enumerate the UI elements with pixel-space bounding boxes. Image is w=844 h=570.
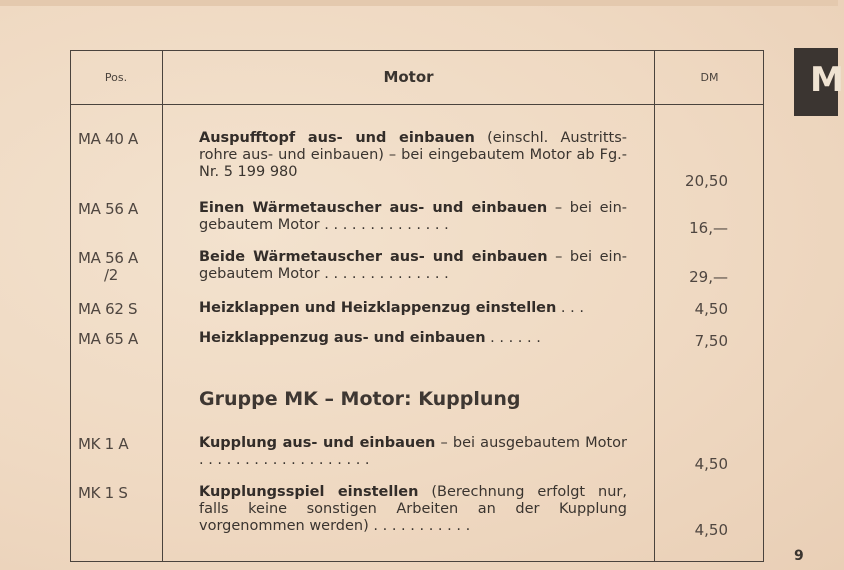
column-divider [162,50,163,562]
price-value: 7,50 [694,332,728,350]
header-divider [70,104,764,105]
position-code: MA 56 A [78,249,138,267]
price-value: 29,— [689,268,728,286]
group-heading: Gruppe MK – Motor: Kupplung [199,388,521,410]
operation-description: Kupplung aus- und einbauen – bei ausgebautem Motor . . . . . . . . . . . . . . . . . . . [199,435,627,468]
operation-description: Kupplungsspiel einstellen (Berechnung erfolgt nur, falls keine sonstigen Arbeiten an der Kupplung vorgenommen werden) . . . . . . . . . . . [199,484,627,534]
section-tab-letter: M [810,60,844,100]
header-dm: DM [700,70,719,84]
price-value: 20,50 [685,172,728,190]
section-tab [794,48,844,116]
price-value: 4,50 [694,521,728,539]
operation-description: Beide Wärmetauscher aus- und einbauen – bei ein-gebautem Motor . . . . . . . . . . . . . . [199,249,627,282]
position-code: MA 40 A [78,130,138,148]
position-code: MA 65 A [78,330,138,348]
operation-description: Heizklappen und Heizklappenzug einstellen . . . [199,300,584,316]
operation-description: Heizklappenzug aus- und einbauen . . . . . . [199,330,541,346]
price-value: 4,50 [694,455,728,473]
page-edge [0,0,838,6]
column-divider [654,50,655,562]
position-code: MA 62 S [78,300,138,318]
operation-description: Auspufftopf aus- und einbauen (einschl. Austritts-rohre aus- und einbauen) – bei eingebautem Motor ab Fg.-Nr. 5 199 980 [199,130,627,180]
price-value: 16,— [689,219,728,237]
header-motor: Motor [383,68,434,86]
operation-description: Einen Wärmetauscher aus- und einbauen – bei ein-gebautem Motor . . . . . . . . . . . . . . [199,200,627,233]
position-code: MA 56 A [78,200,138,218]
position-code-suffix: /2 [104,266,118,284]
page-number: 9 [794,548,804,564]
price-value: 4,50 [694,300,728,318]
header-pos: Pos. [104,70,128,84]
position-code: MK 1 A [78,435,129,453]
position-code: MK 1 S [78,484,128,502]
